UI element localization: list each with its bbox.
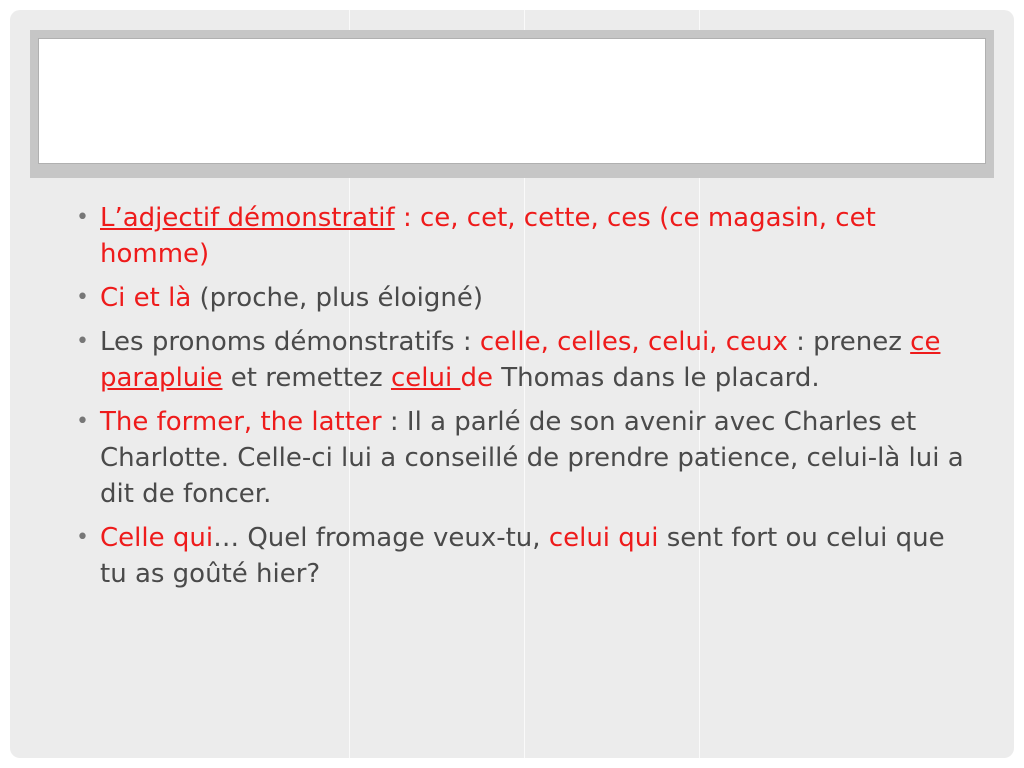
bullet-text: Ci et là xyxy=(100,283,192,313)
bullet-list xyxy=(72,200,972,600)
bullet-text: Les pronoms démonstratifs : xyxy=(100,327,480,357)
bullet-icon: • xyxy=(76,285,89,310)
bullet-text: celui qui xyxy=(548,523,659,553)
bullet-item xyxy=(72,200,972,272)
bullet-text: et remettez xyxy=(222,363,391,393)
bullet-icon: • xyxy=(76,205,89,230)
bullet-text: : ce, cet, cette, ces (ce magasin, cet homme) xyxy=(100,203,876,269)
bullet-text: sent fort ou celui que tu as goûté hier? xyxy=(100,523,945,589)
bullet-text: L’adjectif démonstratif xyxy=(100,203,395,233)
bullet-item xyxy=(72,520,972,592)
bullet-icon: • xyxy=(76,525,89,550)
bullet-text: de xyxy=(460,363,493,393)
bullet-text: celle, celles, celui, ceux xyxy=(479,327,788,357)
bullet-text: Thomas dans le placard. xyxy=(492,363,820,393)
bullet-text: Celle qui xyxy=(100,523,214,553)
title-placeholder xyxy=(38,38,986,164)
bullet-text: : prenez xyxy=(787,327,911,357)
bullet-item xyxy=(72,324,972,396)
bullet-text: (proche, plus éloigné) xyxy=(191,283,483,313)
bullet-text: celui xyxy=(390,363,461,393)
bullet-text: The former, the latter xyxy=(100,407,382,437)
bullet-item xyxy=(72,404,972,512)
slide xyxy=(10,10,1014,758)
bullet-text: … Quel fromage veux-tu, xyxy=(213,523,549,553)
bullet-icon: • xyxy=(76,329,89,354)
bullet-text: : Il a parlé de son avenir avec Charles et Charlotte. Celle-ci lui a conseillé de prendre patience, celui-là lui a dit de foncer. xyxy=(100,407,964,509)
bullet-item xyxy=(72,280,972,316)
bullet-icon: • xyxy=(76,409,89,434)
bullet-text: ce parapluie xyxy=(100,327,941,393)
title-frame xyxy=(30,30,994,178)
